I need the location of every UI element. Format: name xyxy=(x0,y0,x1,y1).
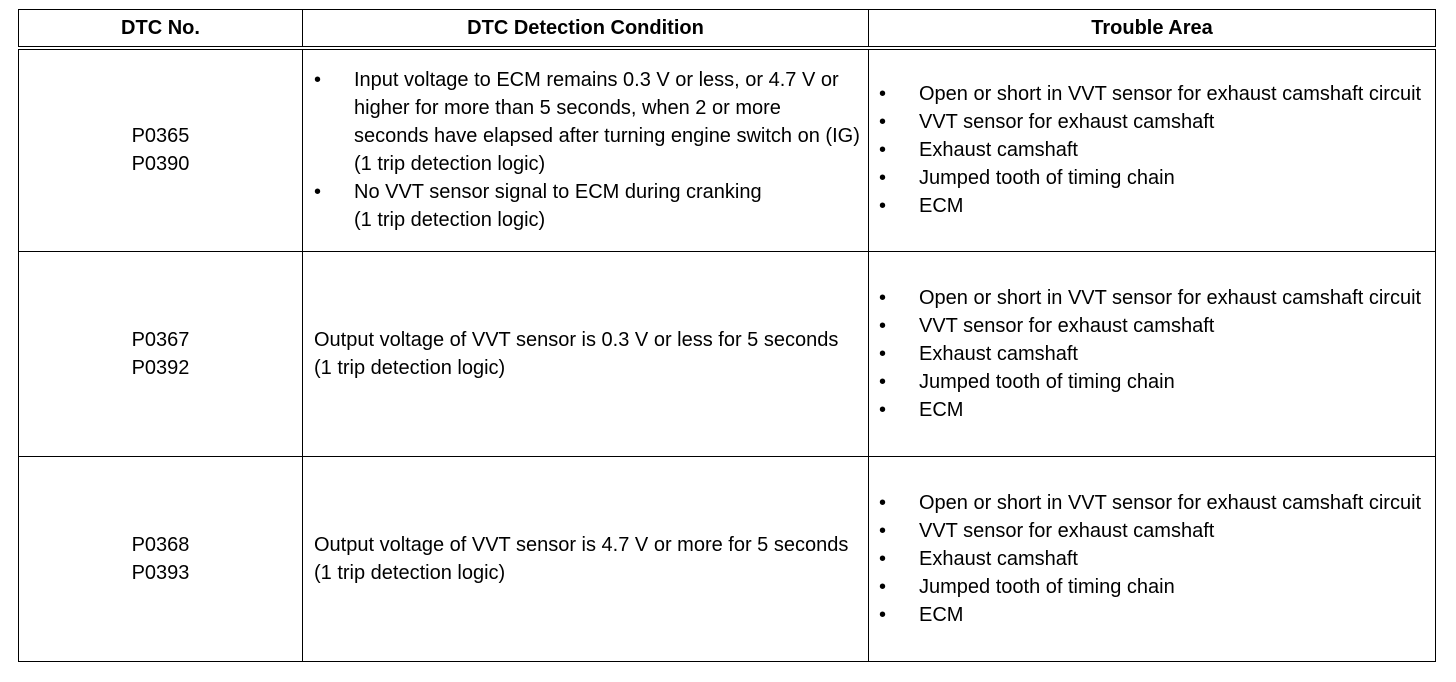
trouble-area-item xyxy=(879,164,1429,192)
trouble-area-text: Jumped tooth of timing chain xyxy=(919,370,1175,393)
header-trouble-area: Trouble Area xyxy=(869,10,1436,49)
table-row xyxy=(19,456,1436,661)
trouble-area-cell xyxy=(869,251,1436,456)
table-body xyxy=(19,48,1436,661)
bullet-icon: • xyxy=(314,181,322,204)
trouble-area-item xyxy=(879,396,1429,424)
bullet-icon: • xyxy=(879,547,887,570)
header-row xyxy=(19,10,1436,49)
bullet-icon: • xyxy=(879,370,887,393)
condition-note: (1 trip detection logic) xyxy=(354,153,546,176)
trouble-area-item xyxy=(879,340,1429,368)
condition-text: Input voltage to ECM remains 0.3 V or less, or 4.7 V or higher for more than 5 seconds, when 2 or more seconds have elapsed after turning engine switch on (IG) xyxy=(354,69,860,148)
condition-item xyxy=(314,66,860,178)
trouble-area-list xyxy=(879,80,1429,220)
trouble-area-text: ECM xyxy=(919,195,964,218)
trouble-area-item xyxy=(879,136,1429,164)
bullet-icon: • xyxy=(879,342,887,365)
trouble-area-item xyxy=(879,284,1429,312)
trouble-area-text: Exhaust camshaft xyxy=(919,342,1078,365)
condition-text: No VVT sensor signal to ECM during cranking xyxy=(354,181,762,204)
trouble-area-text: Exhaust camshaft xyxy=(919,139,1078,162)
condition-text: Output voltage of VVT sensor is 0.3 V or less for 5 seconds xyxy=(314,328,839,351)
condition-note: (1 trip detection logic) xyxy=(314,356,506,379)
dtc-code: P0365 xyxy=(131,125,190,148)
bullet-icon: • xyxy=(879,575,887,598)
condition-note: (1 trip detection logic) xyxy=(354,209,546,232)
bullet-icon: • xyxy=(879,491,887,514)
table-header xyxy=(19,10,1436,49)
dtc-code-cell xyxy=(19,48,303,251)
condition-item xyxy=(314,178,860,234)
bullet-icon: • xyxy=(879,286,887,309)
dtc-code: P0368 xyxy=(131,533,190,556)
dtc-code: P0367 xyxy=(131,328,190,351)
trouble-area-cell xyxy=(869,48,1436,251)
dtc-code: P0390 xyxy=(131,153,190,176)
trouble-area-item xyxy=(879,80,1429,108)
trouble-area-text: Jumped tooth of timing chain xyxy=(919,167,1175,190)
bullet-icon: • xyxy=(314,69,322,92)
header-detection-condition: DTC Detection Condition xyxy=(303,10,869,49)
trouble-area-list xyxy=(879,489,1429,629)
dtc-code-cell xyxy=(19,456,303,661)
trouble-area-item xyxy=(879,368,1429,396)
dtc-code: P0393 xyxy=(131,561,190,584)
trouble-area-text: VVT sensor for exhaust camshaft xyxy=(919,111,1215,134)
trouble-area-item xyxy=(879,108,1429,136)
trouble-area-cell xyxy=(869,456,1436,661)
trouble-area-text: ECM xyxy=(919,398,964,421)
trouble-area-list xyxy=(879,284,1429,424)
trouble-area-item xyxy=(879,601,1429,629)
table-row xyxy=(19,251,1436,456)
trouble-area-text: Open or short in VVT sensor for exhaust camshaft circuit xyxy=(919,286,1422,309)
condition-text: Output voltage of VVT sensor is 4.7 V or more for 5 seconds xyxy=(314,533,849,556)
dtc-code-cell xyxy=(19,251,303,456)
detection-condition-cell xyxy=(303,251,869,456)
condition-list xyxy=(314,66,860,234)
trouble-area-item xyxy=(879,573,1429,601)
bullet-icon: • xyxy=(879,167,887,190)
table-row xyxy=(19,48,1436,251)
detection-condition-cell xyxy=(303,48,869,251)
trouble-area-item xyxy=(879,312,1429,340)
bullet-icon: • xyxy=(879,111,887,134)
condition-note: (1 trip detection logic) xyxy=(314,561,506,584)
dtc-code: P0392 xyxy=(131,356,190,379)
bullet-icon: • xyxy=(879,398,887,421)
bullet-icon: • xyxy=(879,83,887,106)
trouble-area-item xyxy=(879,545,1429,573)
trouble-area-text: Open or short in VVT sensor for exhaust camshaft circuit xyxy=(919,491,1422,514)
bullet-icon: • xyxy=(879,519,887,542)
bullet-icon: • xyxy=(879,603,887,626)
dtc-table xyxy=(18,9,1436,662)
header-dtc-no: DTC No. xyxy=(19,10,303,49)
trouble-area-text: Open or short in VVT sensor for exhaust camshaft circuit xyxy=(919,83,1422,106)
trouble-area-item xyxy=(879,192,1429,220)
trouble-area-item xyxy=(879,489,1429,517)
trouble-area-text: ECM xyxy=(919,603,964,626)
bullet-icon: • xyxy=(879,139,887,162)
trouble-area-text: Jumped tooth of timing chain xyxy=(919,575,1175,598)
bullet-icon: • xyxy=(879,314,887,337)
bullet-icon: • xyxy=(879,195,887,218)
trouble-area-text: VVT sensor for exhaust camshaft xyxy=(919,519,1215,542)
trouble-area-text: Exhaust camshaft xyxy=(919,547,1078,570)
trouble-area-text: VVT sensor for exhaust camshaft xyxy=(919,314,1215,337)
trouble-area-item xyxy=(879,517,1429,545)
detection-condition-cell xyxy=(303,456,869,661)
